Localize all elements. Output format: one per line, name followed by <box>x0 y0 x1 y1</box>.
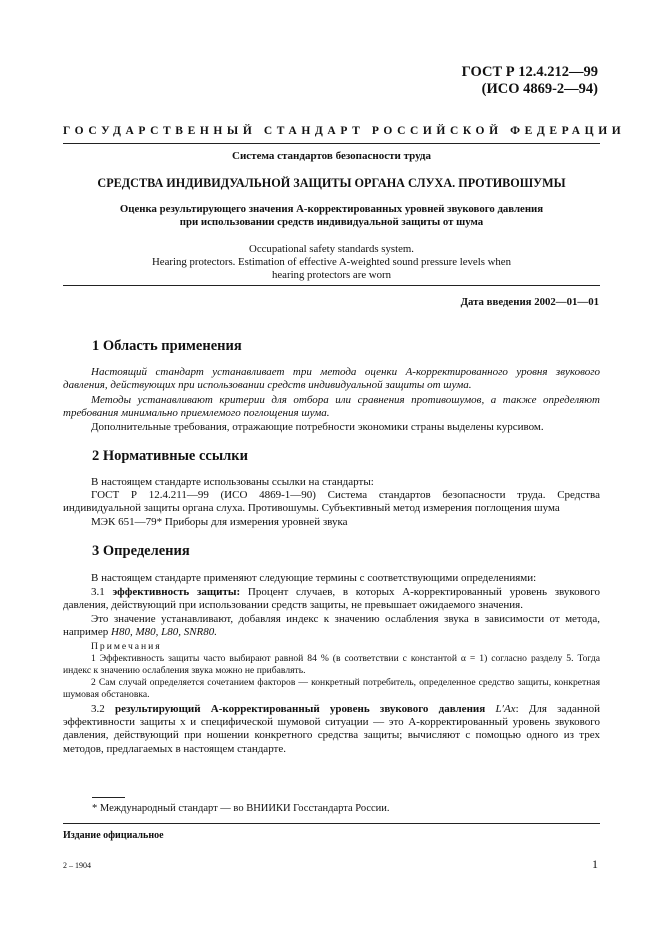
section-3-paragraph-value <box>63 613 600 639</box>
index-examples: H80, M80, L80, SNR80. <box>111 626 218 639</box>
section-2-heading: 2 Нормативные ссылки <box>92 448 248 464</box>
note-1: 1 Эффективность защиты часто выбирают равной 84 % (в соответствии с константой α = 1) согласно разделу 5. Тогда индекс к значению ослабления звука можно не прибавлять. <box>63 653 600 676</box>
notes-title: Примечания <box>91 641 162 652</box>
subtitle-line-2: при использовании средств индивидуальной защиты от шума <box>179 216 484 228</box>
section-2-paragraph-2: ГОСТ Р 12.4.211—99 (ИСО 4869-1—90) Система стандартов безопасности труда. Средства индивидуальной защиты органа слуха. Противошумы. Субъективный метод измерения поглощения шума <box>63 489 600 515</box>
term-3-2-name: результирующий А-корректированный уровень звукового давления <box>114 703 486 715</box>
english-line-2: Hearing protectors. Estimation of effective A-weighted sound pressure levels when <box>152 256 511 268</box>
header-rule <box>63 143 600 144</box>
state-standard-title: ГОСУДАРСТВЕННЫЙ СТАНДАРТ РОССИЙСКОЙ ФЕДЕРАЦИИ <box>63 125 626 137</box>
term-3-2-definition: : Для заданной эффективности защиты x и специфической шумовой ситуации — это А-корректированный уровень звукового давления, действующий при ношении конкретного средства защиты; вычисляют с помощью одного из трех методов, предлагаемых в настоящем стандарте. <box>63 703 601 755</box>
note-2: 2 Сам случай определяется сочетанием факторов — конкретный потребитель, определенное средство защиты, конкретная шумовая обстановка. <box>63 677 600 700</box>
section-3-paragraph-1: В настоящем стандарте применяют следующие термины с соответствующими определениями: <box>91 572 537 584</box>
gost-number-block <box>462 64 598 98</box>
footnote: * Международный стандарт — во ВНИИКИ Госстандарта России. <box>92 803 390 814</box>
gost-number: ГОСТ Р 12.4.212—99 <box>461 64 598 80</box>
section-1-heading: 1 Область применения <box>92 338 242 354</box>
footer-rule <box>63 823 600 824</box>
term-3-2-symbol: L′Ax <box>495 703 516 715</box>
section-1-paragraph-3: Дополнительные требования, отражающие потребности экономики страны выделены курсивом. <box>91 421 544 433</box>
standards-system: Система стандартов безопасности труда <box>232 150 431 162</box>
section-1-paragraph-2: Методы устанавливают критерии для отбора или сравнения противошумов, а также определяют требования минимально приемлемого поглощения шума. <box>63 394 600 420</box>
english-title <box>63 243 600 282</box>
term-3-2-number: 3.2 <box>91 703 115 715</box>
document-subtitle <box>63 203 600 229</box>
page-number: 1 <box>592 857 598 871</box>
iso-number: (ИСО 4869-2—94) <box>481 81 598 97</box>
term-3-1-number: 3.1 <box>91 586 113 598</box>
subtitle-line-1: Оценка результирующего значения А-корректированных уровней звукового давления <box>119 203 544 215</box>
section-1-paragraph-1: Настоящий стандарт устанавливает три метода оценки А-корректированного уровня звукового давления, действующих при использовании средств индивидуальной защиты от шума. <box>63 366 600 392</box>
edition-label: Издание официальное <box>63 830 164 841</box>
page-code: 2 – 1904 <box>63 861 91 870</box>
section-2-paragraph-1: В настоящем стандарте использованы ссылки на стандарты: <box>91 476 374 488</box>
introduction-date: Дата введения 2002—01—01 <box>460 296 599 308</box>
english-line-3: hearing protectors are worn <box>271 269 391 281</box>
english-line-1: Occupational safety standards system. <box>249 243 414 255</box>
term-3-1-definition: Процент случаев, в которых А-корректированный уровень звукового давления, действующий при использовании средств защиты, не превышает ожидаемого значения. <box>63 586 601 612</box>
term-3-2 <box>63 703 600 756</box>
section-2-paragraph-3: МЭК 651—79* Приборы для измерения уровней звука <box>91 516 348 528</box>
section-3-heading: 3 Определения <box>92 543 190 559</box>
document-title: СРЕДСТВА ИНДИВИДУАЛЬНОЙ ЗАЩИТЫ ОРГАНА СЛУХА. ПРОТИВОШУМЫ <box>97 176 566 190</box>
title-rule <box>63 285 600 286</box>
footnote-rule <box>92 797 125 798</box>
term-3-1-name: эффективность защиты: <box>112 586 241 598</box>
value-text: Это значение устанавливают, добавляя индекс к значению ослабления звука в зависимости от метода, например <box>63 613 600 639</box>
term-3-1 <box>63 586 600 612</box>
